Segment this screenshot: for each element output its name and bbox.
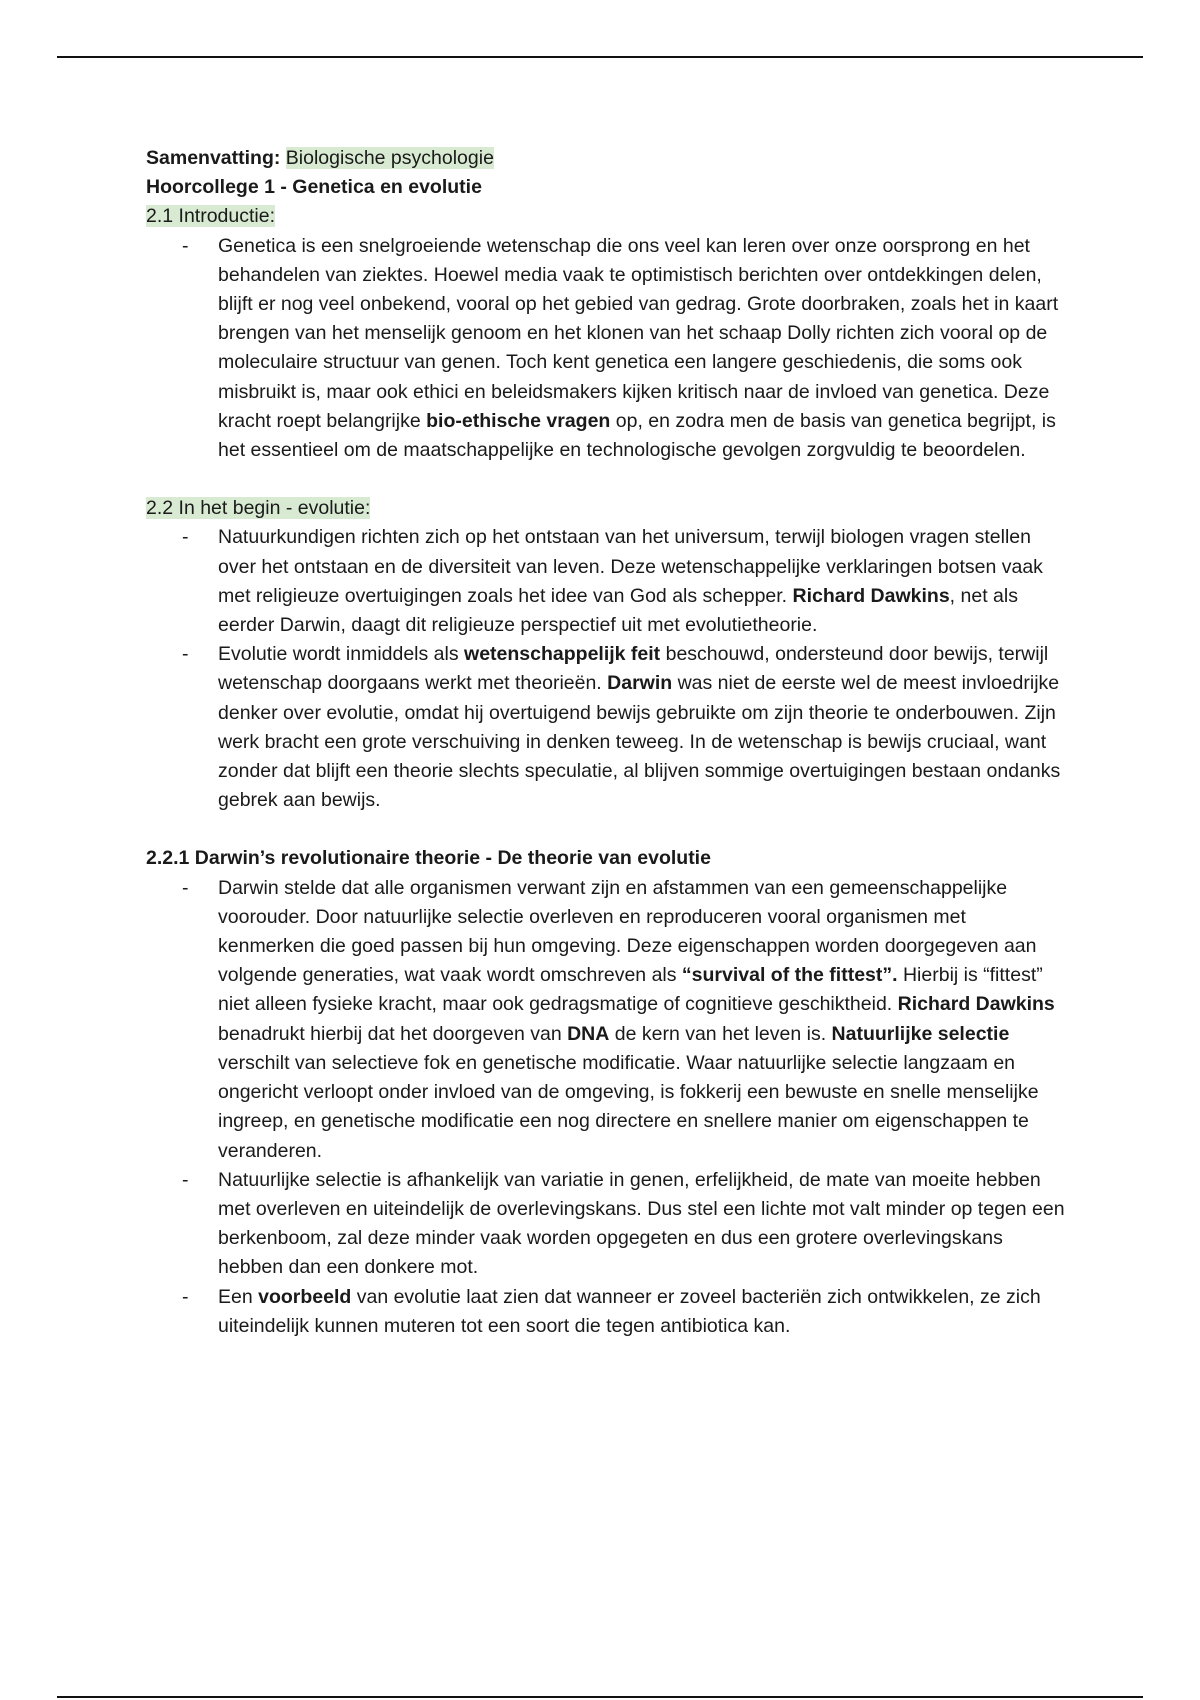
section-heading: 2.2.1 Darwin’s revolutionaire theorie - De theorie van evolutie: [146, 847, 711, 870]
lecture-heading: Hoorcollege 1 - Genetica en evolutie: [146, 176, 482, 199]
title-value: Biologische psychologie: [285, 147, 494, 169]
document-title: [146, 144, 1066, 173]
paragraph: - Een voorbeeld van evolutie laat zien dat wanneer er zoveel bacteriën zich ontwikkelen, ze zich uiteindelijk kunnen muteren tot een soort die tegen antibiotica kan.: [218, 1285, 1041, 1337]
paragraph: - Genetica is een snelgroeiende wetenschap die ons veel kan leren over onze oorsprong en het behandelen van ziektes. Hoewel media vaak te optimistisch berichten over ontdekkingen delen, blijft er nog veel onbekend, vooral op het gebied van gedrag. Grote doorbraken, zoals het in kaart brengen van het menselijk genoom en het klonen van het schaap Dolly richten zich vooral op de moleculaire structuur van genen. Toch kent genetica een langere geschiedenis, die soms ook misbruikt is, maar ook ethici en beleidsmakers kijken kritisch naar de invloed van genetica. Deze kracht roept belangrijke bio-ethische vragen op, en zodra men de basis van genetica begrijpt, is het essentieel om de maatschappelijke en technologische gevolgen zorgvuldig te beoordelen.: [218, 234, 1059, 462]
section-heading: 2.1 Introductie:: [146, 205, 275, 228]
section-heading: 2.2 In het begin - evolutie:: [146, 497, 371, 520]
list-item: [146, 1166, 1066, 1283]
bullet-list: [146, 523, 1066, 815]
paragraph: - Darwin stelde dat alle organismen verwant zijn en afstammen van een gemeenschappelijke voorouder. Door natuurlijke selectie overleven en reproduceren vooral organismen met kenmerken die goed passen bij hun omgeving. Deze eigenschappen worden doorgegeven aan volgende generaties, wat vaak wordt omschreven als “survival of the fittest”. Hierbij is “fittest” niet alleen fysieke kracht, maar ook gedragsmatige of cognitieve geschiktheid. Richard Dawkins benadrukt hierbij dat het doorgeven van DNA de kern van het leven is. Natuurlijke selectie verschilt van selectieve fok en genetische modificatie. Waar natuurlijke selectie langzaam en ongericht verloopt onder invloed van de omgeving, is fokkerij een bewuste en snelle menselijke ingreep, en genetische modificatie een nog directere en snellere manier om eigenschappen te veranderen.: [218, 876, 1055, 1162]
list-item: [146, 874, 1066, 1166]
title-label: Samenvatting:: [146, 147, 281, 169]
paragraph: - Natuurlijke selectie is afhankelijk van variatie in genen, erfelijkheid, de mate van moeite hebben met overleven en uiteindelijk de overlevingskans. Dus stel een lichte mot valt minder op tegen een berkenboom, zal deze minder vaak worden opgegeten en dus een grotere overlevingskans hebben dan een donkere mot.: [218, 1168, 1065, 1279]
bullet-list: [146, 232, 1066, 466]
spacer: [146, 465, 1066, 494]
list-item: [146, 640, 1066, 815]
page-top-rule: [57, 56, 1143, 58]
page-bottom-rule: [57, 1696, 1143, 1698]
list-item: [146, 1283, 1066, 1341]
paragraph: - Evolutie wordt inmiddels als wetenschappelijk feit beschouwd, ondersteund door bewijs, terwijl wetenschap doorgaans werkt met theorieën. Darwin was niet de eerste wel de meest invloedrijke denker over evolutie, omdat hij overtuigend bewijs gebruikte om zijn theorie te onderbouwen. Zijn werk bracht een grote verschuiving in denken teweeg. In de wetenschap is bewijs cruciaal, want zonder dat blijft een theorie slechts speculatie, al blijven sommige overtuigingen bestaan ondanks gebrek aan bewijs.: [218, 643, 1061, 812]
list-item: [146, 523, 1066, 640]
spacer: [146, 815, 1066, 844]
bullet-list: [146, 874, 1066, 1341]
list-item: [146, 232, 1066, 466]
document-body: [146, 144, 1066, 1341]
paragraph: - Natuurkundigen richten zich op het ontstaan van het universum, terwijl biologen vragen stellen over het ontstaan en de diversiteit van leven. Deze wetenschappelijke verklaringen botsen vaak met religieuze overtuigingen zoals het idee van God als schepper. Richard Dawkins, net als eerder Darwin, daagt dit religieuze perspectief uit met evolutietheorie.: [218, 526, 1043, 637]
